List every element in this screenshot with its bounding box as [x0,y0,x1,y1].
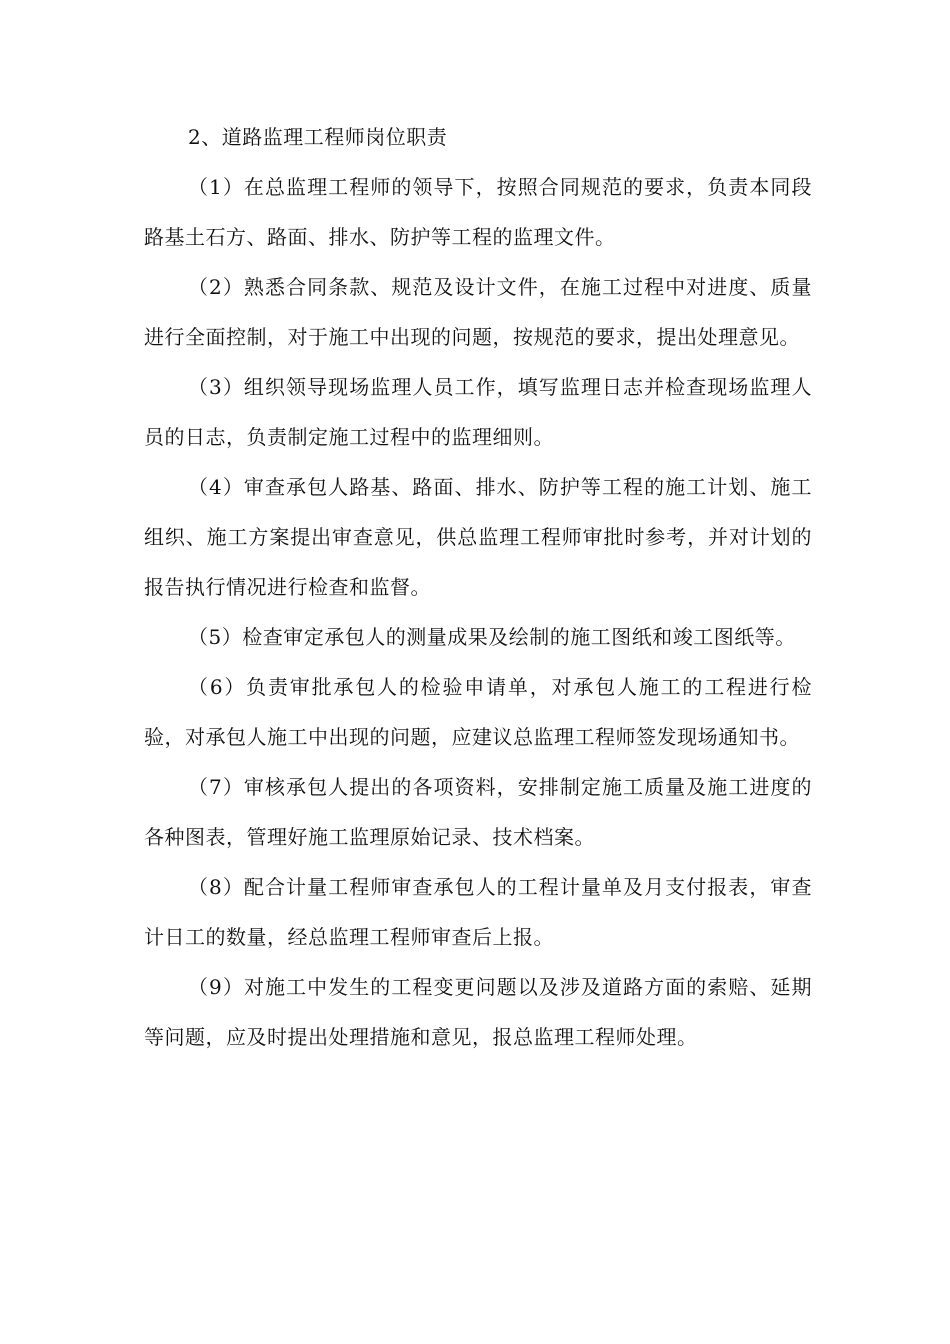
paragraph-5: （5）检查审定承包人的测量成果及绘制的施工图纸和竣工图纸等。 [188,625,796,649]
paragraph-7: （7）审核承包人提出的各项资料，安排制定施工质量及施工进度的各种图表，管理好施工监理原始记录、技术档案。 [144,775,812,849]
paragraph-1: （1）在总监理工程师的领导下，按照合同规范的要求，负责本同段路基土石方、路面、排水、防护等工程的监理文件。 [144,175,812,249]
paragraph-4: （4）审查承包人路基、路面、排水、防护等工程的施工计划、施工组织、施工方案提出审查意见，供总监理工程师审批时参考，并对计划的报告执行情况进行检查和监督。 [144,475,812,599]
paragraph-2: （2）熟悉合同条款、规范及设计文件，在施工过程中对进度、质量进行全面控制，对于施工中出现的问题，按规范的要求，提出处理意见。 [144,275,812,349]
document-body [144,112,812,1062]
paragraph-3: （3）组织领导现场监理人员工作，填写监理日志并检查现场监理人员的日志，负责制定施工过程中的监理细则。 [144,375,812,449]
paragraph-9: （9）对施工中发生的工程变更问题以及涉及道路方面的索赔、延期等问题，应及时提出处理措施和意见，报总监理工程师处理。 [144,975,812,1049]
paragraph-8: （8）配合计量工程师审查承包人的工程计量单及月支付报表，审查计日工的数量，经总监理工程师审查后上报。 [144,875,812,949]
section-heading: 2、道路监理工程师岗位职责 [188,125,448,149]
paragraph-6: （6）负责审批承包人的检验申请单，对承包人施工的工程进行检验，对承包人施工中出现的问题，应建议总监理工程师签发现场通知书。 [144,675,812,749]
